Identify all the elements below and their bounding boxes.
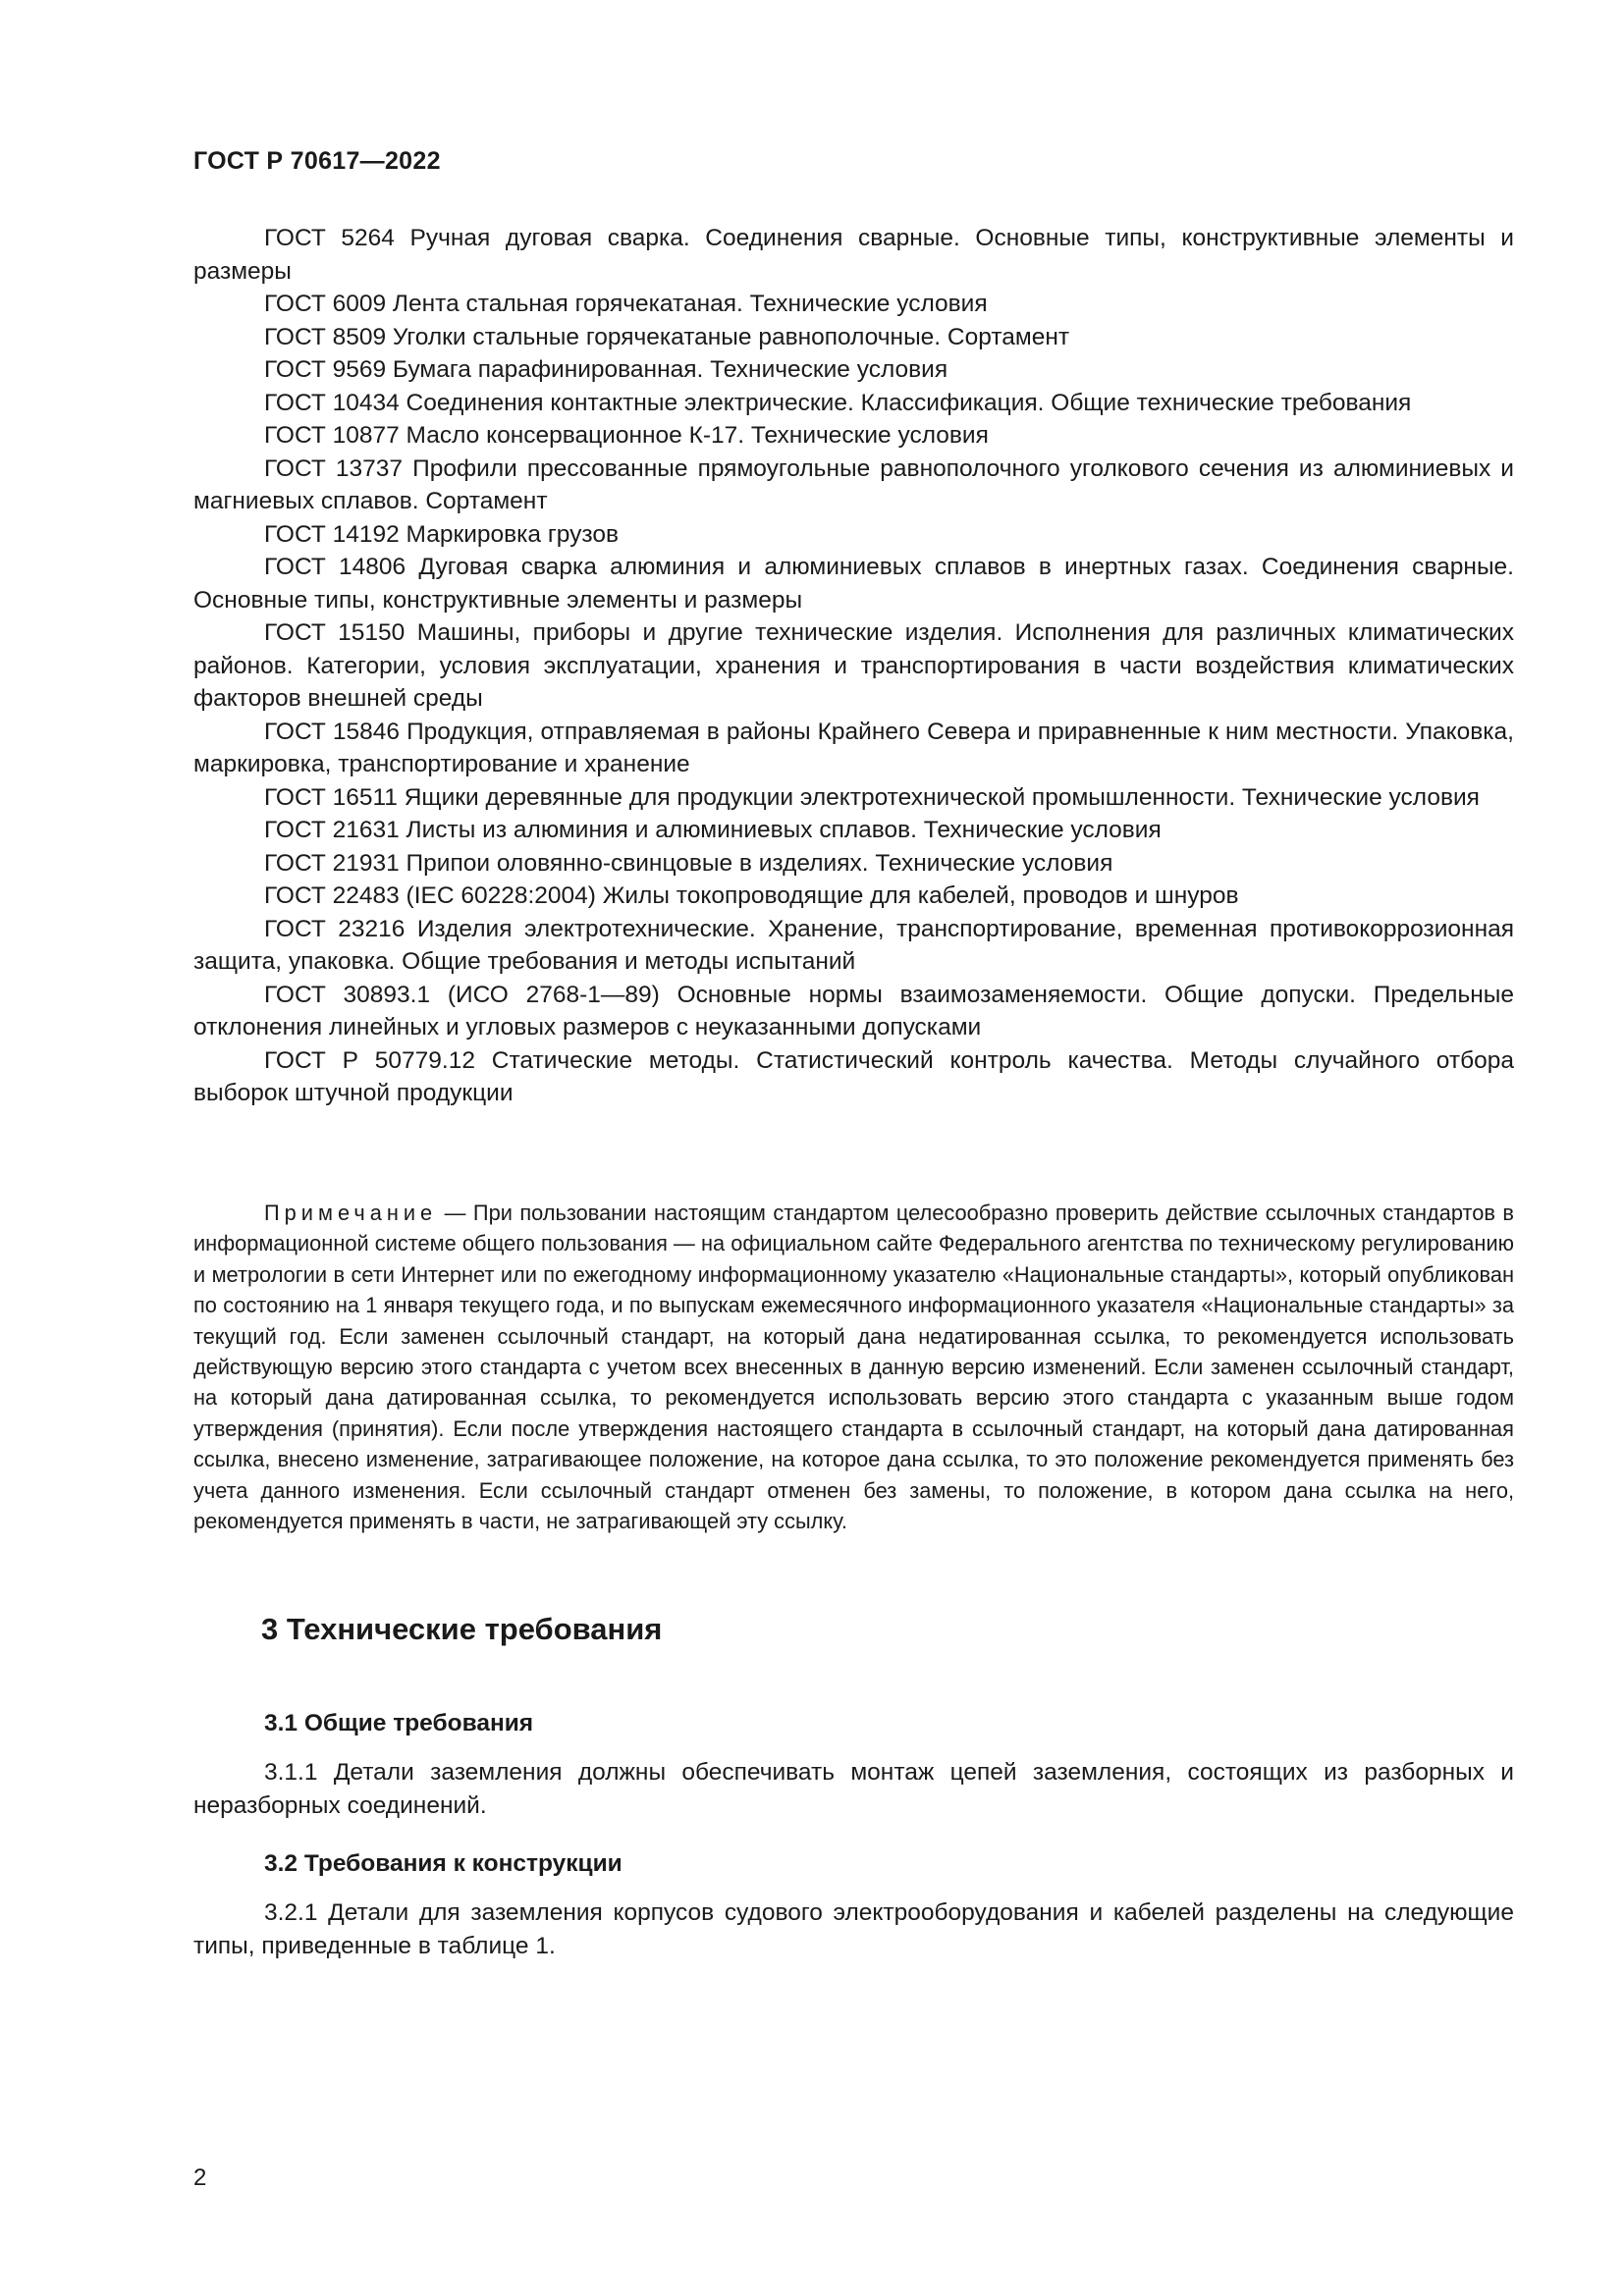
subsection-title-general: 3.1 Общие требования bbox=[264, 1710, 534, 1736]
reference-item: ГОСТ 5264 Ручная дуговая сварка. Соединения сварные. Основные типы, конструктивные элементы и размеры bbox=[193, 225, 1514, 285]
reference-item: ГОСТ 10877 Масло консервационное К-17. Технические условия bbox=[264, 422, 989, 449]
reference-item: ГОСТ 10434 Соединения контактные электрические. Классификация. Общие технические требования bbox=[264, 389, 1412, 416]
reference-item: ГОСТ 14192 Маркировка грузов bbox=[264, 520, 619, 548]
note-text: При пользовании настоящим стандартом целесообразно проверить действие ссылочных стандартов в информационной системе общего пользования — на официальном сайте Федерального агентства по техническому регулированию и метрологии в сети Интернет или по ежегодному информационному указателю «Национальные стандарты», который опубликован по состоянию на 1 января текущего года, и по выпускам ежемесячного информационного указателя «Национальные стандарты» за текущий год. Если заменен ссылочный стандарт, на который дана недатированная ссылка, то рекомендуется использовать действующую версию этого стандарта с учетом всех внесенных в данную версию изменений. Если заменен ссылочный стандарт, на который дана датированная ссылка, то рекомендуется использовать версию этого стандарта с указанным выше годом утверждения (принятия). Если после утверждения настоящего стандарта в ссылочный стандарт, на который дана датированная ссылка, внесено изменение, затрагивающее положение, на которое дана ссылка, то это положение рекомендуется применять без учета данного изменения. Если ссылочный стандарт отменен без замены, то положение, в котором дана ссылка на него, рекомендуется применять в части, не затрагивающей эту ссылку. bbox=[193, 1201, 1514, 1534]
reference-item: ГОСТ 13737 Профили прессованные прямоугольные равнополочного уголкового сечения из алюминиевых и магниевых сплавов. Сортамент bbox=[193, 454, 1514, 514]
page-number: 2 bbox=[193, 2164, 207, 2191]
paragraph-3-2-1: 3.2.1 Детали для заземления корпусов судового электрооборудования и кабелей разделены на следующие типы, приведенные в таблице 1. bbox=[193, 1899, 1514, 1959]
paragraph-3-1-1: 3.1.1 Детали заземления должны обеспечивать монтаж цепей заземления, состоящих из разборных и неразборных соединений. bbox=[193, 1759, 1514, 1819]
reference-item: ГОСТ 22483 (IEC 60228:2004) Жилы токопроводящие для кабелей, проводов и шнуров bbox=[264, 882, 1239, 909]
document-code-header: ГОСТ Р 70617—2022 bbox=[193, 147, 441, 175]
section-title: 3 Технические требования bbox=[261, 1612, 663, 1646]
reference-item: ГОСТ 8509 Уголки стальные горячекатаные равнополочные. Сортамент bbox=[264, 323, 1070, 350]
subsection-title-construction: 3.2 Требования к конструкции bbox=[264, 1850, 623, 1877]
reference-item: ГОСТ 30893.1 (ИСО 2768-1—89) Основные нормы взаимозаменяемости. Общие допуски. Предельные отклонения линейных и угловых размеров с неуказанными допусками bbox=[193, 981, 1514, 1041]
reference-item: ГОСТ 15846 Продукция, отправляемая в районы Крайнего Севера и приравненные к ним местности. Упаковка, маркировка, транспортирование и хранение bbox=[193, 718, 1514, 777]
reference-item: ГОСТ 6009 Лента стальная горячекатаная. Технические условия bbox=[264, 291, 988, 317]
reference-item: ГОСТ 23216 Изделия электротехнические. Хранение, транспортирование, временная противокоррозионная защита, упаковка. Общие требования и методы испытаний bbox=[193, 915, 1514, 975]
reference-item: ГОСТ 15150 Машины, приборы и другие технические изделия. Исполнения для различных климатических районов. Категории, условия эксплуатации, хранения и транспортирования в части воздействия климатических факторов внешней среды bbox=[193, 619, 1514, 712]
reference-item: ГОСТ 9569 Бумага парафинированная. Технические условия bbox=[264, 356, 948, 383]
reference-item: ГОСТ 21631 Листы из алюминия и алюминиевых сплавов. Технические условия bbox=[264, 817, 1162, 843]
reference-item: ГОСТ 21931 Припои оловянно-свинцовые в изделиях. Технические условия bbox=[264, 849, 1113, 877]
note-dash: — bbox=[437, 1201, 473, 1225]
normative-references-list bbox=[193, 222, 1514, 1110]
references-note bbox=[193, 1198, 1514, 1536]
reference-item: ГОСТ 14806 Дуговая сварка алюминия и алюминиевых сплавов в инертных газах. Соединения сварные. Основные типы, конструктивные элементы и размеры bbox=[193, 554, 1514, 614]
reference-item: ГОСТ 16511 Ящики деревянные для продукции электротехнической промышленности. Технические условия bbox=[264, 783, 1480, 811]
note-label: Примечание bbox=[264, 1201, 438, 1225]
reference-item: ГОСТ Р 50779.12 Статические методы. Статистический контроль качества. Методы случайного отбора выборок штучной продукции bbox=[193, 1046, 1514, 1106]
